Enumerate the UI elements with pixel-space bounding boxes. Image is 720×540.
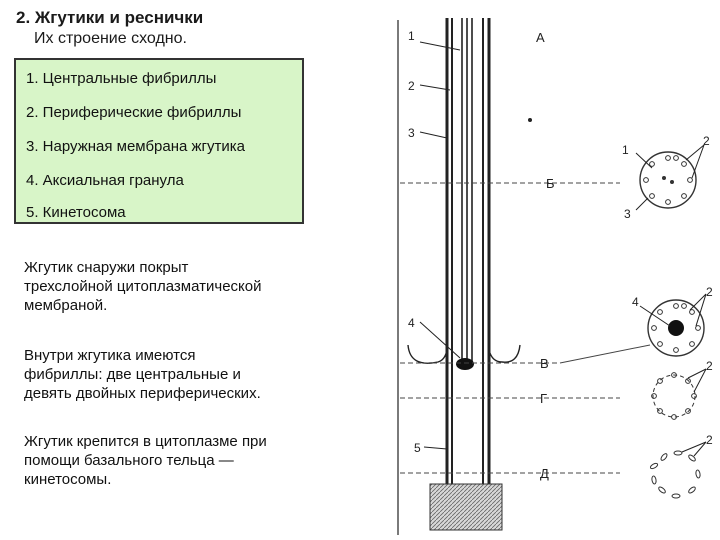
axial-granule (456, 358, 474, 370)
section-leader-v (560, 345, 650, 363)
label-d-2: 2 (706, 433, 713, 447)
legend-item: 5. Кинетосома (26, 204, 126, 221)
section-label-v: В (540, 356, 549, 371)
leader-line-1 (420, 42, 460, 50)
slide-title: 2. Жгутики и реснички (16, 8, 204, 27)
label-3: 3 (408, 126, 415, 140)
section-label-b: Б (546, 176, 555, 191)
legend-item: 1. Центральные фибриллы (26, 70, 217, 87)
label-1: 1 (408, 29, 415, 43)
cross-section-g (652, 369, 706, 419)
paragraph-line: трехслойной цитоплазматической (24, 278, 262, 295)
legend-item: 4. Аксиальная гранула (26, 172, 184, 189)
paragraph-line: девять двойных периферических. (24, 385, 261, 402)
dot-mark (528, 118, 532, 122)
paragraph-line: фибриллы: две центральные и (24, 366, 241, 383)
slide-subtitle: Их строение сходно. (34, 30, 187, 47)
label-5: 5 (414, 441, 421, 455)
label-4: 4 (408, 316, 415, 330)
label-v-2: 2 (706, 285, 713, 299)
kinetosome-base (430, 484, 502, 530)
cross-section-b (636, 145, 704, 210)
paragraph-line: Внутри жгутика имеются (24, 347, 196, 364)
cell-membrane-left (408, 345, 447, 363)
label-2: 2 (408, 79, 415, 93)
leader-line-4 (420, 322, 460, 358)
label-b-1: 1 (622, 143, 629, 157)
paragraph-line: Жгутик снаружи покрыт (24, 259, 189, 276)
paragraph-line: помощи базального тельца — (24, 452, 234, 469)
cell-membrane-right (489, 345, 520, 362)
section-label-g: Г (540, 391, 548, 406)
leader-line-3 (420, 132, 447, 138)
paragraph-line: Жгутик крепится в цитоплазме при (24, 433, 267, 450)
leader-line-5 (424, 447, 447, 449)
cross-section-d (650, 442, 706, 498)
legend-item: 3. Наружная мембрана жгутика (26, 138, 246, 155)
label-g-2: 2 (706, 359, 713, 373)
cross-section-v (640, 294, 706, 356)
label-b-3: 3 (624, 207, 631, 221)
section-label-d: Д (540, 466, 549, 481)
label-v-4: 4 (632, 295, 639, 309)
label-b-2: 2 (703, 134, 710, 148)
legend-item: 2. Периферические фибриллы (26, 104, 242, 121)
paragraph-line: мембраной. (24, 297, 108, 314)
paragraph-line: кинетосомы. (24, 471, 112, 488)
section-label-a: А (536, 30, 545, 45)
